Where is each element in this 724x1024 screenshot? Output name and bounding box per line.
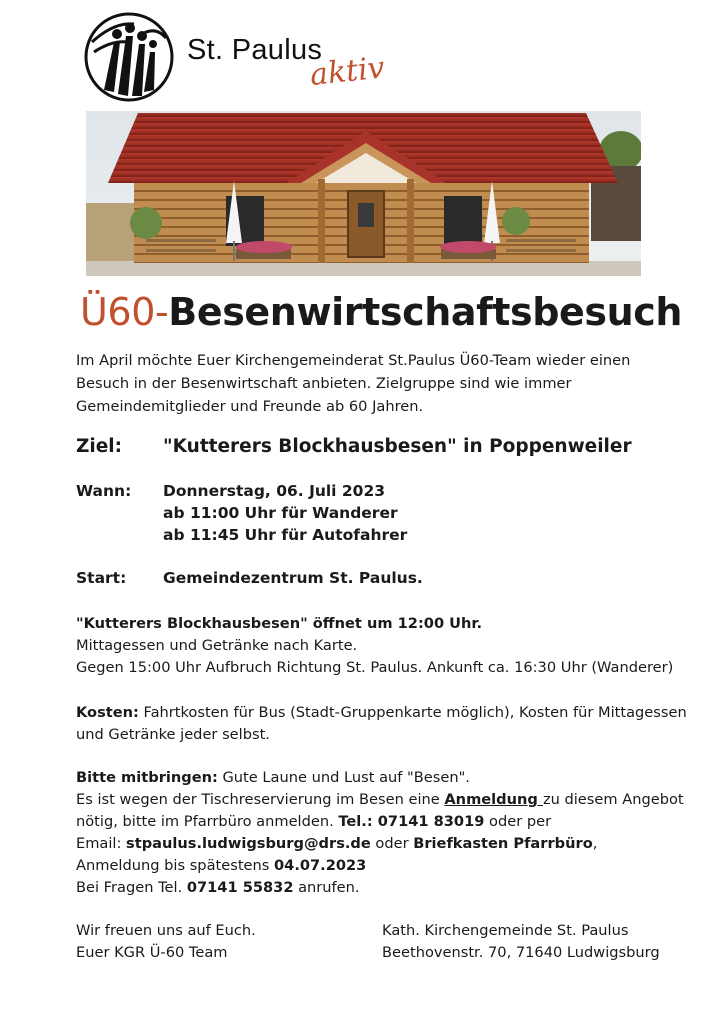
st-paulus-logo-icon bbox=[84, 12, 174, 102]
intro-line: Besuch in der Besenwirtschaft anbieten. Zielgruppe sind wie immer bbox=[76, 375, 572, 392]
mitbringen-text: Gute Laune und Lust auf "Besen". bbox=[217, 769, 470, 786]
info-line: Mittagessen und Getränke nach Karte. bbox=[76, 637, 358, 654]
text-segment: zu diesem Angebot bbox=[542, 791, 684, 808]
logo-tagline: aktiv bbox=[308, 50, 387, 93]
kosten-label: Kosten: bbox=[76, 704, 139, 721]
phone-number: 07141 55832 bbox=[186, 879, 294, 896]
footer-address: Beethovenstr. 70, 71640 Ludwigsburg bbox=[382, 944, 660, 961]
mitbringen-line bbox=[76, 811, 551, 833]
text-segment: oder bbox=[370, 835, 414, 852]
mitbringen-line bbox=[76, 789, 684, 811]
mitbringen-line bbox=[76, 833, 597, 855]
ziel-label: Ziel: bbox=[76, 436, 123, 457]
email-address: stpaulus.ludwigsburg@drs.de bbox=[126, 835, 371, 852]
kosten-text: Fahrtkosten für Bus (Stadt-Gruppenkarte möglich), Kosten für Mittagessen bbox=[138, 704, 687, 721]
title-accent: Ü60- bbox=[80, 290, 169, 334]
opening-info: "Kutterers Blockhausbesen" öffnet um 12:00 Uhr. bbox=[76, 615, 483, 632]
kosten-line: und Getränke jeder selbst. bbox=[76, 726, 270, 743]
mitbringen-label: Bitte mitbringen: bbox=[76, 769, 218, 786]
text-segment: Es ist wegen der Tischreservierung im Besen eine bbox=[76, 791, 445, 808]
footer-team: Euer KGR Ü-60 Team bbox=[76, 944, 228, 961]
text-segment: oder per bbox=[484, 813, 552, 830]
mitbringen-line bbox=[76, 877, 360, 899]
info-line: Gegen 15:00 Uhr Aufbruch Richtung St. Paulus. Ankunft ca. 16:30 Uhr (Wanderer) bbox=[76, 659, 674, 676]
text-segment: Bei Fragen Tel. bbox=[76, 879, 187, 896]
briefkasten-text: Briefkasten Pfarrbüro bbox=[413, 835, 593, 852]
text-segment: nötig, bitte im Pfarrbüro anmelden. bbox=[76, 813, 339, 830]
intro-line: Gemeindemitglieder und Freunde ab 60 Jahren. bbox=[76, 398, 424, 415]
mitbringen-line bbox=[76, 855, 366, 877]
text-segment: , bbox=[592, 835, 598, 852]
wann-label: Wann: bbox=[76, 482, 132, 500]
anmeldung-text: Anmeldung bbox=[444, 791, 543, 808]
deadline-date: 04.07.2023 bbox=[274, 857, 367, 874]
text-segment: anrufen. bbox=[293, 879, 360, 896]
page-title bbox=[80, 290, 682, 334]
wann-time-wanderer: ab 11:00 Uhr für Wanderer bbox=[163, 504, 398, 522]
title-main: Besenwirtschaftsbesuch bbox=[168, 290, 683, 334]
footer-greeting: Wir freuen uns auf Euch. bbox=[76, 922, 256, 939]
wann-time-auto: ab 11:45 Uhr für Autofahrer bbox=[163, 526, 408, 544]
start-value: Gemeindezentrum St. Paulus. bbox=[163, 569, 423, 587]
wann-date: Donnerstag, 06. Juli 2023 bbox=[163, 482, 386, 500]
ziel-value: "Kutterers Blockhausbesen" in Poppenweiler bbox=[163, 436, 632, 457]
tel-pfarrbuero: Tel.: 07141 83019 bbox=[338, 813, 485, 830]
blockhaus-photo bbox=[86, 111, 641, 276]
text-segment: Email: bbox=[76, 835, 127, 852]
footer-org: Kath. Kirchengemeinde St. Paulus bbox=[382, 922, 629, 939]
kosten-line bbox=[76, 702, 687, 724]
mitbringen-line bbox=[76, 767, 470, 789]
logo-title: St. Paulus bbox=[187, 34, 323, 66]
text-segment: Anmeldung bis spätestens bbox=[76, 857, 275, 874]
start-label: Start: bbox=[76, 569, 127, 587]
intro-line: Im April möchte Euer Kirchengemeinderat St.Paulus Ü60-Team wieder einen bbox=[76, 352, 631, 369]
